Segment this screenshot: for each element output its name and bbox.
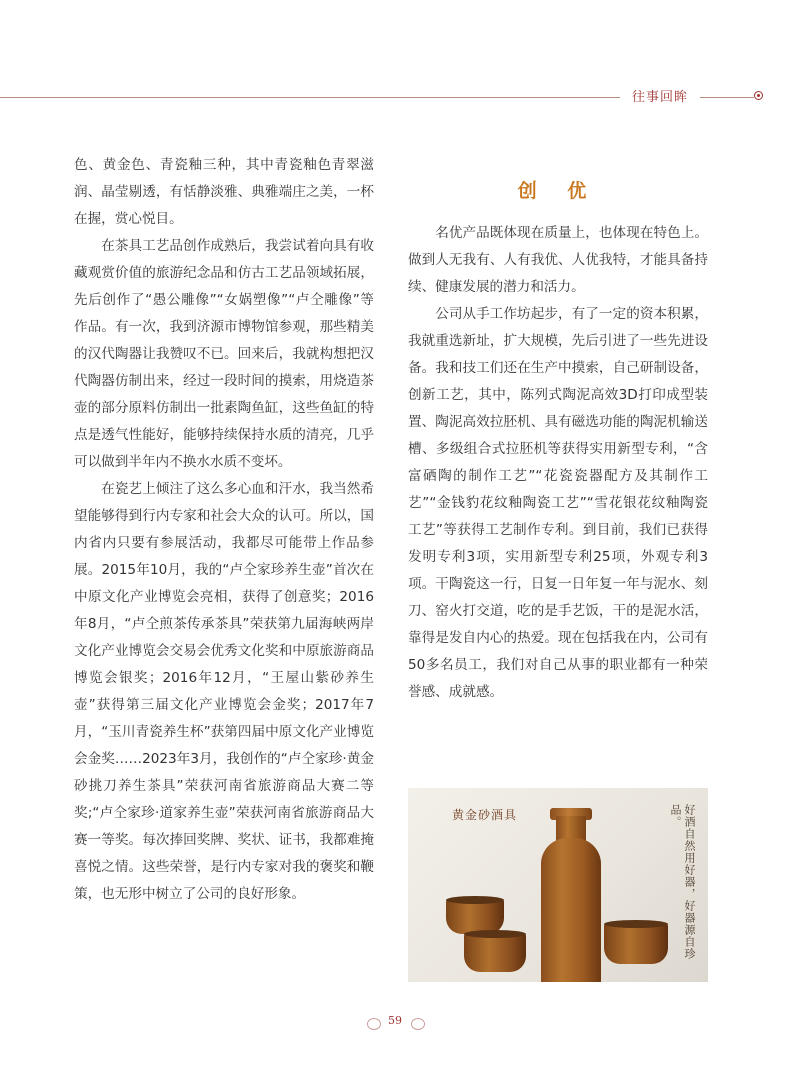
section-heading: 创 优	[517, 180, 599, 202]
paragraph: 公司从手工作坊起步，有了一定的资本积累，我就重选新址，扩大规模，先后引进了一些先进设备。我和技工们还在生产中摸索，自己研制设备，创新工艺，其中，陈列式陶泥高效3D打印成型装置、陶泥高效拉胚机、具有磁选功能的陶泥机输送槽、多级组合式拉胚机等获得实用新型专利，“含富硒陶的制作工艺”“花瓷瓷器配方及其制作工艺”“金钱豹花纹釉陶瓷工艺”“雪花银花纹釉陶瓷工艺”等获得工艺制作专利。到目前，我们已获得发明专利3项，实用新型专利25项，外观专利3项。干陶瓷这一行，日复一日年复一年与泥水、刻刀、窑火打交道，吃的是手艺饭，干的是泥水活，靠得是发自内心的热爱。现在包括我在内，公司有50多名员工，我们对自己从事的职业都有一种荣誉感、成就感。	[408, 306, 708, 700]
ornament-right	[411, 1018, 425, 1030]
right-text-column	[408, 174, 708, 706]
wine-set-photo	[408, 788, 708, 982]
wine-bottle	[541, 838, 601, 982]
cup-left	[464, 934, 526, 972]
section-header-title: 往事回眸	[632, 90, 689, 105]
page-number-ornament	[373, 1012, 417, 1034]
cup-back	[446, 900, 504, 934]
page-number: 59	[388, 1014, 402, 1027]
cup-right	[604, 924, 668, 964]
paragraph: 名优产品既体现在质量上，也体现在特色上。做到人无我有、人有我优、人优我特，才能具备持续、健康发展的潜力和活力。	[408, 225, 708, 295]
header-circle-icon	[754, 91, 763, 100]
photo-caption: 黄金砂酒具	[452, 808, 518, 822]
header-rule-left	[0, 97, 620, 98]
header-rule-right	[700, 97, 754, 98]
paragraph: 在瓷艺上倾注了这么多心血和汗水，我当然希望能够得到行内专家和社会大众的认可。所以，国内省内只要有参展活动，我都尽可能带上作品参展。2015年10月，我的“卢仝家珍养生壶”首次在中原文化产业博览会亮相，获得了创意奖；2016年8月，“卢仝煎茶传承茶具”荣获第九届海峡两岸文化产业博览会交易会优秀文化奖和中原旅游商品博览会银奖；2016年12月，“王屋山紫砂养生壶”获得第三届文化产业博览会金奖；2017年7月，“玉川青瓷养生杯”获第四届中原文化产业博览会金奖……2023年3月，我创作的“卢仝家珍·黄金砂挑刀养生茶具”荣获河南省旅游商品大赛二等奖;“卢仝家珍·道家养生壶”荣获河南省旅游商品大赛一等奖。每次捧回奖牌、奖状、证书，我都难掩喜悦之情。这些荣誉，是行内专家对我的褒奖和鞭策，也无形中树立了公司的良好形象。	[74, 481, 374, 902]
paragraph: 色、黄金色、青瓷釉三种，其中青瓷釉色青翠滋润、晶莹剔透，有恬静淡雅、典雅端庄之美，一杯在握，赏心悦目。	[74, 157, 374, 227]
photo-calligraphy: 好酒自然用好器，好器源自珍品。	[669, 804, 696, 960]
paragraph: 在茶具工艺品创作成熟后，我尝试着向具有收藏观赏价值的旅游纪念品和仿古工艺品领域拓展，先后创作了“愚公雕像”“女娲塑像”“卢仝雕像”等作品。有一次，我到济源市博物馆参观，那些精美的汉代陶器让我赞叹不已。回来后，我就构想把汉代陶器仿制出来，经过一段时间的摸索，用烧造茶壶的部分原料仿制出一批素陶鱼缸，这些鱼缸的特点是透气性能好，能够持续保持水质的清亮，几乎可以做到半年内不换水水质不变坏。	[74, 238, 374, 470]
left-text-column	[74, 152, 374, 908]
